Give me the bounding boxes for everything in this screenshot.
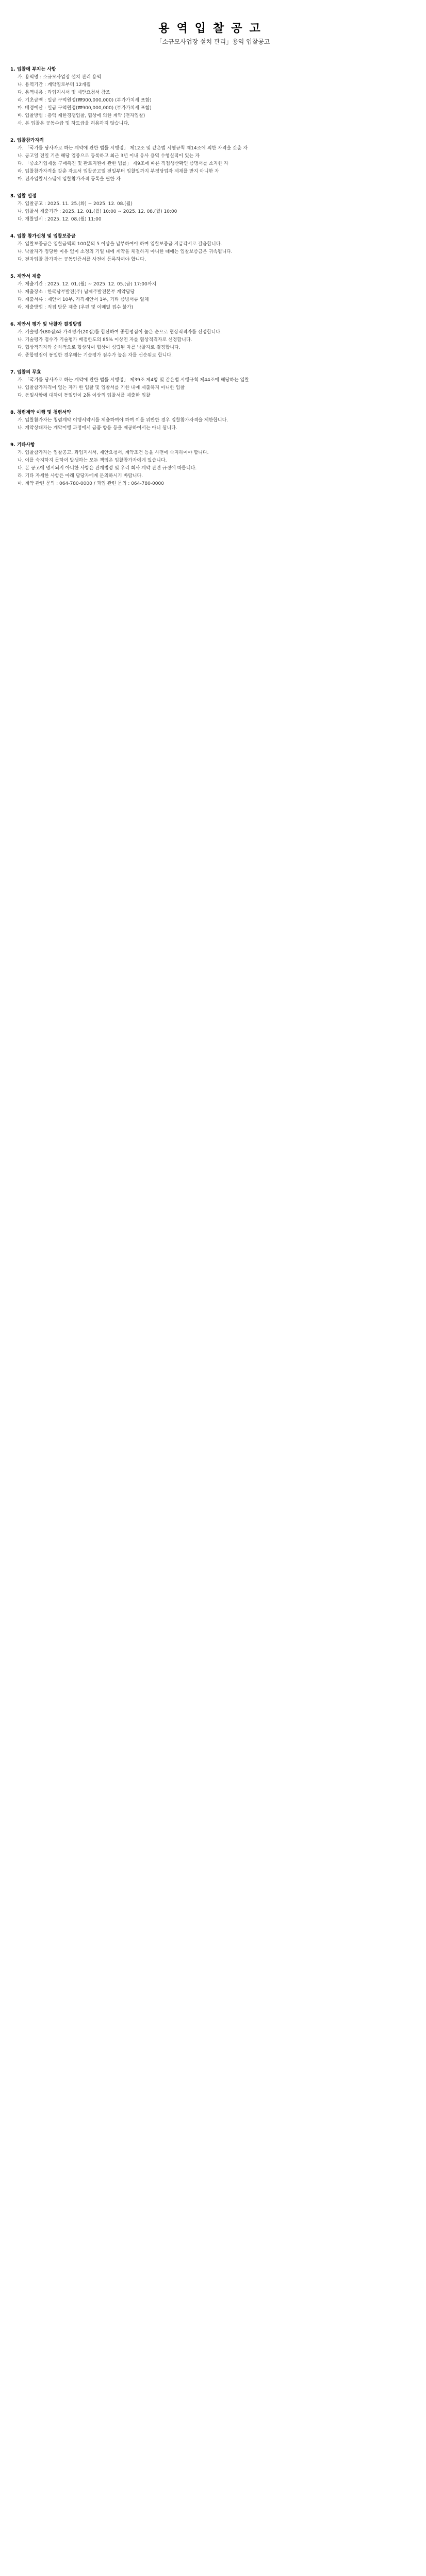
- section-line: 나. 용역기간 : 계약일로부터 12개월: [18, 82, 91, 88]
- section-heading: 4. 입찰 참가신청 및 입찰보증금: [10, 234, 76, 239]
- section-line: 나. 계약상대자는 계약이행 과정에서 금품·향응 등을 제공하여서는 아니 됩니다.: [18, 426, 177, 431]
- section-heading: 1. 입찰에 부치는 사항: [10, 67, 56, 72]
- section-heading: 6. 제안서 평가 및 낙찰자 결정방법: [10, 322, 82, 327]
- section-line: 가. 입찰참가자는 청렴계약 이행서약서를 제출하여야 하며 이를 위반한 경우 입찰참가자격을 제한합니다.: [18, 418, 228, 423]
- page-title: 용역입찰공고: [158, 22, 268, 35]
- section-heading: 5. 제안서 제출: [10, 274, 41, 279]
- section-line: 가. 기술평가(80점)와 가격평가(20점)를 합산하여 종합평점이 높은 순으로 협상적격자를 선정합니다.: [18, 330, 222, 335]
- section-line: 라. 입찰참가자격을 갖춘 자로서 입찰공고일 전일부터 입찰일까지 부정당업자 제재를 받지 아니한 자: [18, 169, 219, 174]
- section-line: 가. 용역명 : 소규모사업장 설치 관리 용역: [18, 75, 102, 80]
- announcement-body: [10, 57, 416, 488]
- section-line: 사. 본 입찰은 공동수급 및 하도급을 허용하지 않습니다.: [18, 121, 130, 126]
- section-line: 다. 개찰일시 : 2025. 12. 08.(월) 11:00: [18, 217, 102, 222]
- section-line: 나. 기술평가 점수가 기술평가 배점한도의 85% 이상인 자를 협상적격자로 선정합니다.: [18, 337, 192, 343]
- section-line: 가. 입찰참가자는 입찰공고, 과업지시서, 제안요청서, 계약조건 등을 사전에 숙지하여야 합니다.: [18, 450, 209, 455]
- section-line: 라. 기타 자세한 사항은 아래 담당자에게 문의하시기 바랍니다.: [18, 473, 143, 479]
- section-line: 나. 제출장소 : 한국남부발전(주) 남제주발전본부 계약담당: [18, 290, 135, 295]
- section-line: 바. 입찰방법 : 총액 제한경쟁입찰, 협상에 의한 계약 (전자입찰): [18, 113, 145, 118]
- section-line: 나. 입찰참가자격이 없는 자가 한 입찰 및 입찰서를 기한 내에 제출하지 아니한 입찰: [18, 385, 185, 391]
- section-line: 가. 「국가를 당사자로 하는 계약에 관한 법률 시행령」 제12조 및 같은법 시행규칙 제14조에 의한 자격을 갖춘 자: [18, 146, 248, 151]
- section-line: 다. 제출서류 : 제안서 10부, 가격제안서 1부, 기타 증빙서류 일체: [18, 297, 149, 302]
- section-line: 마. 계약 관련 문의 : 064-780-0000 / 과업 관련 문의 : 064-780-0000: [18, 481, 164, 486]
- section-line: 다. 본 공고에 명시되지 아니한 사항은 관계법령 및 우리 회사 계약 관련 규정에 따릅니다.: [18, 466, 197, 471]
- page-subtitle: 「소규모사업장 설치 관리」용역 입찰공고: [156, 38, 270, 45]
- section-line: 마. 전자입찰시스템에 입찰참가자격 등록을 필한 자: [18, 177, 121, 182]
- section-line: 나. 입찰서 제출기간 : 2025. 12. 01.(월) 10:00 ~ 2025. 12. 08.(월) 10:00: [18, 209, 177, 214]
- section-line: 나. 이를 숙지하지 못하여 발생하는 모든 책임은 입찰참가자에게 있습니다.: [18, 458, 167, 463]
- section-line: 다. 협상적격자와 순차적으로 협상하여 협상이 성립된 자를 낙찰자로 결정합니다.: [18, 345, 181, 350]
- section-heading: 7. 입찰의 무효: [10, 370, 41, 375]
- section-heading: 2. 입찰참가자격: [10, 138, 44, 143]
- section-heading: 8. 청렴계약 이행 및 청렴서약: [10, 410, 71, 415]
- section-line: 마. 배정예산 : 일금 구억원정(₩900,000,000) (부가가치세 포함): [18, 106, 152, 111]
- section-line: 가. 제출기간 : 2025. 12. 01.(월) ~ 2025. 12. 05.(금) 17:00까지: [18, 282, 157, 287]
- section-heading: 3. 입찰 일정: [10, 194, 37, 199]
- section-line: 가. 입찰보증금은 입찰금액의 100분의 5 이상을 납부하여야 하며 입찰보증금 지급각서로 갈음합니다.: [18, 242, 222, 247]
- section-line: 다. 용역내용 : 과업지시서 및 제안요청서 참조: [18, 90, 110, 95]
- section-line: 라. 제출방법 : 직접 방문 제출 (우편 및 이메일 접수 불가): [18, 305, 134, 310]
- section-line: 다. 동일사항에 대하여 동일인이 2통 이상의 입찰서를 제출한 입찰: [18, 393, 151, 398]
- section-line: 라. 종합평점이 동일한 경우에는 기술평가 점수가 높은 자를 선순위로 합니다.: [18, 353, 173, 358]
- section-line: 나. 공고일 전일 기준 해당 업종으로 등록하고 최근 3년 이내 유사 용역 수행실적이 있는 자: [18, 154, 200, 159]
- section-heading: 9. 기타사항: [10, 443, 35, 448]
- section-line: 가. 「국가를 당사자로 하는 계약에 관한 법률 시행령」 제39조 제4항 및 같은법 시행규칙 제44조에 해당하는 입찰: [18, 378, 249, 383]
- section-line: 가. 입찰공고 : 2025. 11. 25.(화) ~ 2025. 12. 08.(월): [18, 201, 133, 207]
- section-line: 나. 낙찰자가 정당한 이유 없이 소정의 기일 내에 계약을 체결하지 아니한 때에는 입찰보증금은 귀속됩니다.: [18, 249, 233, 255]
- section-line: 다. 전자입찰 참가자는 공동인증서를 사전에 등록하여야 합니다.: [18, 257, 146, 262]
- section-line: 다. 「중소기업제품 구매촉진 및 판로지원에 관한 법률」 제9조에 따른 직접생산확인 증명서를 소지한 자: [18, 161, 228, 166]
- section-line: 라. 기초금액 : 일금 구억원정(₩900,000,000) (부가가치세 포함): [18, 98, 152, 103]
